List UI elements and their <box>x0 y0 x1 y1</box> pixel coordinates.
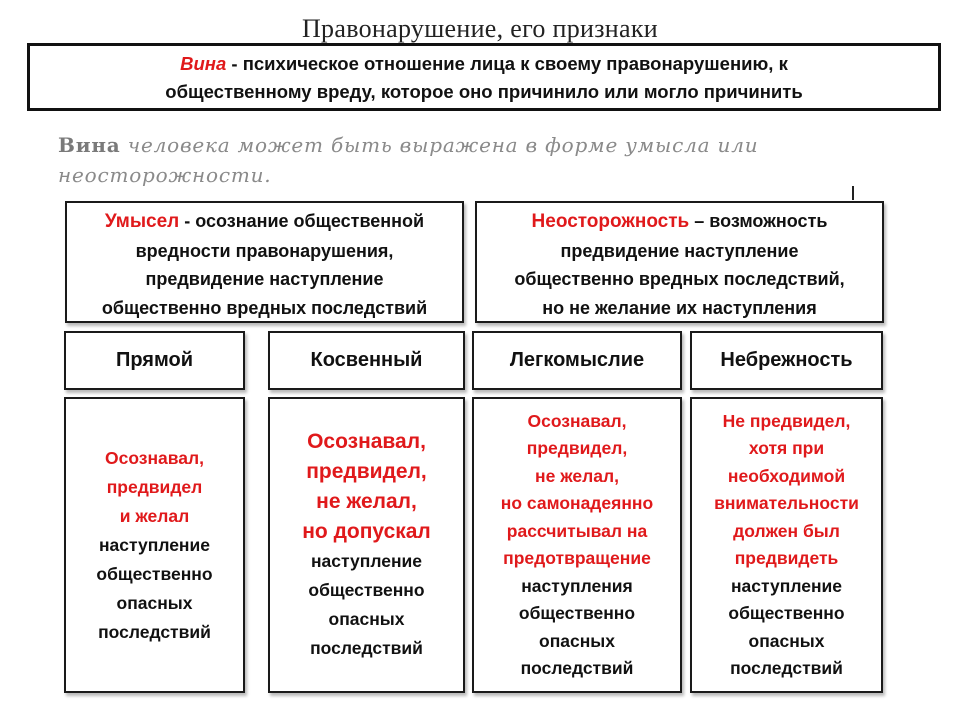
frivolity-dark-line: общественно <box>518 603 636 623</box>
guilt-forms-note <box>58 130 928 196</box>
note-lead: Вина <box>58 133 121 157</box>
definition-term: Вина <box>180 53 227 74</box>
carelessness-dark-line: опасных <box>748 630 825 651</box>
frivolity-red-line: предотвращение <box>503 548 651 568</box>
indirect-dark-line: общественно <box>308 580 425 600</box>
frivolity-description <box>472 397 682 693</box>
type-carelessness: Небрежность <box>690 331 883 390</box>
carelessness-dark-line: общественно <box>728 603 845 623</box>
definition-text-1: - психическое отношение лица к своему правонарушению, к <box>226 53 788 74</box>
frivolity-dark-line: последствий <box>520 658 634 678</box>
direct-dark-line: общественно <box>96 563 213 584</box>
indirect-description <box>268 397 465 693</box>
definition-line-2: общественному вреду, которое оно причинило или могло причинить <box>165 81 803 102</box>
indirect-red-line: предвидел, <box>306 460 427 483</box>
negligence-line-1 <box>477 207 882 237</box>
note-text-1: человека может быть выражена в форме умысла или <box>120 133 759 157</box>
intent-line-4: общественно вредных последствий <box>101 297 428 318</box>
frivolity-red-line: рассчитывал на <box>506 520 648 541</box>
negligence-line-3: общественно вредных последствий, <box>514 269 845 289</box>
intent-line-3: предвидение наступление <box>145 269 384 289</box>
page-title: Правонарушение, его признаки <box>301 14 658 43</box>
carelessness-description <box>690 397 883 693</box>
type-indirect: Косвенный <box>268 331 465 390</box>
indirect-description-text <box>302 427 431 663</box>
indirect-red-line: но допускал <box>302 520 431 543</box>
carelessness-description-text <box>714 408 859 683</box>
carelessness-red-line: должен был <box>733 520 840 541</box>
indirect-dark-line: опасных <box>328 609 405 629</box>
carelessness-red-line: необходимой <box>727 465 846 486</box>
direct-red-line: предвидел <box>106 476 203 497</box>
negligence-line-4: но не желание их наступления <box>542 297 817 318</box>
carelessness-dark-line: последствий <box>730 658 843 678</box>
direct-description-text <box>96 444 212 647</box>
negligence-line-2: предвидение наступление <box>560 240 799 261</box>
note-line-1 <box>58 130 928 160</box>
frivolity-red-line: не желал, <box>535 465 619 486</box>
frivolity-red-line: но самонадеянно <box>500 493 654 513</box>
negligence-box <box>475 201 884 323</box>
carelessness-dark-line: наступление <box>730 575 843 596</box>
negligence-term: Неосторожность <box>531 211 690 232</box>
frivolity-dark-line: наступления <box>521 575 633 596</box>
type-frivolity: Легкомыслие <box>472 331 682 390</box>
intent-box <box>65 201 464 323</box>
carelessness-red-line: хотя при <box>748 438 825 458</box>
frivolity-red-line: предвидел, <box>526 438 628 458</box>
direct-dark-line: последствий <box>98 621 211 642</box>
indirect-red-line: не желал, <box>316 490 417 513</box>
intent-text-1: - осознание общественной <box>179 211 425 231</box>
type-direct: Прямой <box>64 331 245 390</box>
guilt-definition-box <box>27 43 941 111</box>
intent-line-2: вредности правонарушения, <box>135 240 394 261</box>
carelessness-red-line: Не предвидел, <box>722 410 851 431</box>
carelessness-red-line: внимательности <box>714 493 859 513</box>
direct-dark-line: наступление <box>98 534 210 555</box>
frivolity-red-line: Осознавал, <box>527 410 627 431</box>
direct-red-line: Осознавал, <box>104 447 205 468</box>
indirect-red-line: Осознавал, <box>307 430 426 453</box>
intent-term: Умысел <box>104 211 180 232</box>
indirect-dark-line: наступление <box>310 551 423 571</box>
definition-line-1 <box>30 50 938 78</box>
indirect-dark-line: последствий <box>310 638 423 658</box>
intent-line-1 <box>67 207 462 237</box>
note-line-2: неосторожности. <box>58 163 272 187</box>
direct-description <box>64 397 245 693</box>
negligence-text-1: – возможность <box>689 211 828 231</box>
divider <box>852 186 854 200</box>
frivolity-description-text <box>501 408 653 683</box>
direct-red-line: и желал <box>119 505 190 526</box>
carelessness-red-line: предвидеть <box>734 548 839 568</box>
frivolity-dark-line: опасных <box>539 630 615 651</box>
direct-dark-line: опасных <box>116 592 193 613</box>
